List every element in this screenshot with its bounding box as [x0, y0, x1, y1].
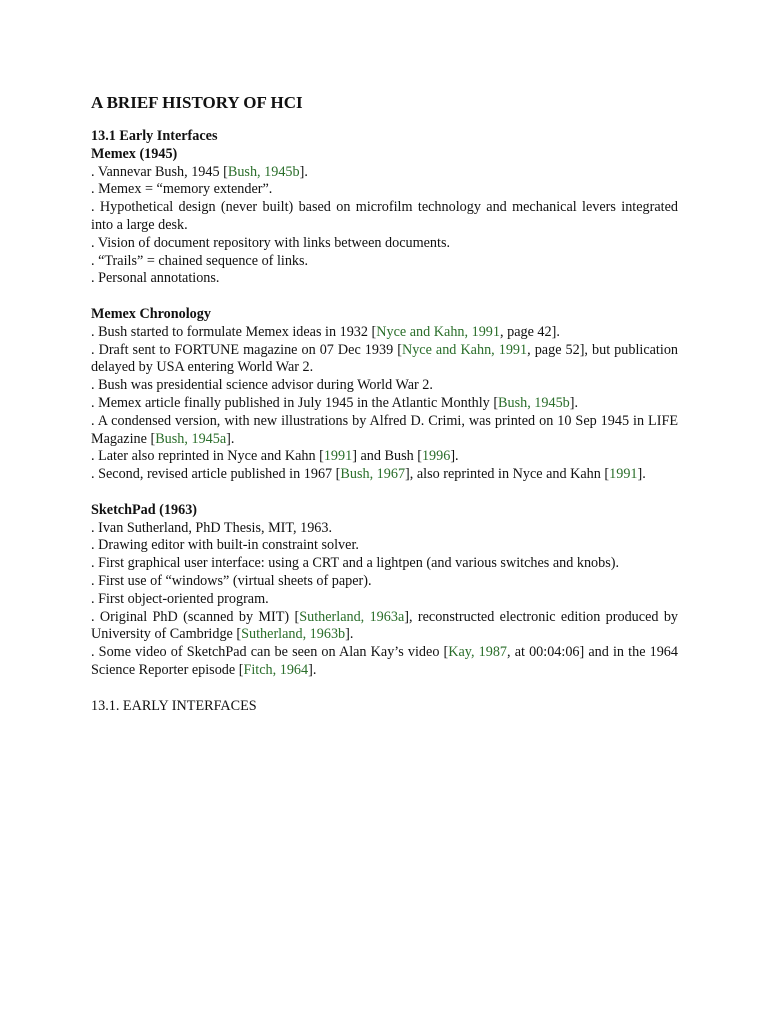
list-item-text: . Personal annotations.	[91, 270, 220, 287]
list-item	[91, 253, 678, 271]
list-item-text: . Original PhD (scanned by MIT) [	[91, 608, 300, 625]
list-item	[91, 181, 678, 199]
list-item-text: ].	[637, 466, 646, 483]
list-item	[91, 377, 678, 395]
list-item-text: ].	[226, 430, 235, 447]
list-item-text: . A condensed version, with new illustrations by Alfred D. Crimi, was printed on 10 Sep 1945 in LIFE Magazine [	[91, 412, 678, 447]
list-item	[91, 537, 678, 555]
running-footer: 13.1. EARLY INTERFACES	[91, 697, 257, 714]
list-item-text: . Bush was presidential science advisor during World War 2.	[91, 377, 433, 394]
list-item-text: . Memex article finally published in July 1945 in the Atlantic Monthly [	[91, 394, 499, 411]
list-item-text: . Ivan Sutherland, PhD Thesis, MIT, 1963.	[91, 519, 333, 536]
list-item	[91, 644, 678, 680]
citation-link[interactable]: Bush, 1945b	[227, 163, 300, 180]
list-item-text: . Second, revised article published in 1967 [	[91, 466, 341, 483]
section-title: 13.1 Early Interfaces	[91, 128, 218, 144]
list-item-text: ].	[308, 661, 317, 678]
list-item-text: . First use of “windows” (virtual sheets of paper).	[91, 572, 372, 589]
list-item-text: . Vannevar Bush, 1945 [	[91, 163, 228, 180]
sketchpad-heading: SketchPad (1963)	[91, 501, 198, 518]
list-item-text: . Hypothetical design (never built) based on microfilm technology and mechanical levers integrated into a large desk.	[91, 199, 678, 233]
list-item-text: . Drawing editor with built-in constraint solver.	[91, 537, 359, 554]
list-item	[91, 413, 678, 449]
list-item-text: ].	[299, 163, 308, 180]
list-item-text: . Vision of document repository with links between documents.	[91, 234, 451, 251]
list-item-text: ].	[450, 448, 459, 465]
citation-link[interactable]: Kay, 1987	[448, 644, 508, 661]
list-item-text: ].	[345, 626, 354, 643]
list-item	[91, 591, 678, 609]
citation-link[interactable]: Bush, 1945b	[498, 394, 570, 411]
chronology-lines	[91, 324, 678, 484]
list-item	[91, 164, 678, 182]
spacer	[91, 288, 678, 306]
citation-link[interactable]: Sutherland, 1963a	[299, 608, 405, 625]
list-item	[91, 324, 678, 342]
list-item	[91, 448, 678, 466]
spacer	[91, 484, 678, 502]
list-item	[91, 555, 678, 573]
citation-link[interactable]: 1996	[421, 448, 451, 465]
list-item	[91, 573, 678, 591]
list-item-text: , page 42].	[500, 323, 560, 340]
list-item	[91, 270, 678, 288]
memex-section	[91, 146, 678, 288]
list-item	[91, 466, 678, 484]
chronology-section	[91, 306, 678, 484]
list-item	[91, 199, 678, 235]
list-item-text: . Draft sent to FORTUNE magazine on 07 Dec 1939 [	[91, 341, 402, 358]
list-item	[91, 520, 678, 538]
list-item-text: . First object-oriented program.	[91, 590, 269, 607]
list-item-text: ], reconstructed electronic edition produced by University of Cambridge [	[91, 608, 679, 643]
memex-heading: Memex (1945)	[91, 145, 178, 162]
citation-link[interactable]: Fitch, 1964	[243, 661, 309, 678]
memex-lines	[91, 164, 678, 289]
list-item	[91, 342, 678, 378]
citation-link[interactable]: Nyce and Kahn, 1991	[401, 341, 528, 358]
list-item-text: ], also reprinted in Nyce and Kahn [	[405, 466, 610, 483]
list-item	[91, 395, 678, 413]
list-item-text: . Memex = “memory extender”.	[91, 181, 273, 198]
document-title: A BRIEF HISTORY OF HCI	[91, 93, 303, 112]
spacer	[91, 680, 678, 698]
chronology-heading: Memex Chronology	[91, 305, 211, 322]
citation-link[interactable]: Sutherland, 1963b	[241, 626, 346, 643]
list-item-text: . First graphical user interface: using a CRT and a lightpen (and various switches and knobs).	[91, 555, 620, 572]
sketchpad-section	[91, 502, 678, 680]
list-item	[91, 235, 678, 253]
citation-link[interactable]: Nyce and Kahn, 1991	[376, 323, 500, 340]
list-item-text: . Some video of SketchPad can be seen on Alan Kay’s video [	[91, 644, 449, 661]
list-item-text: ] and Bush [	[352, 448, 422, 465]
citation-link[interactable]: 1991	[323, 448, 353, 465]
citation-link[interactable]: Bush, 1967	[340, 466, 406, 483]
list-item-text: . “Trails” = chained sequence of links.	[91, 252, 309, 269]
list-item	[91, 609, 678, 645]
list-item-text: , at 00:04:06] and in the 1964 Science Reporter episode [	[91, 644, 678, 678]
list-item-text: ].	[569, 394, 579, 411]
citation-link[interactable]: Bush, 1945a	[155, 430, 227, 447]
list-item-text: , page 52], but publication delayed by USA entering World War 2.	[91, 341, 679, 376]
citation-link[interactable]: 1991	[609, 466, 638, 483]
list-item-text: . Later also reprinted in Nyce and Kahn [	[91, 448, 324, 465]
sketchpad-lines	[91, 520, 678, 680]
document-page	[91, 92, 678, 715]
list-item-text: . Bush started to formulate Memex ideas in 1932 [	[91, 323, 377, 340]
